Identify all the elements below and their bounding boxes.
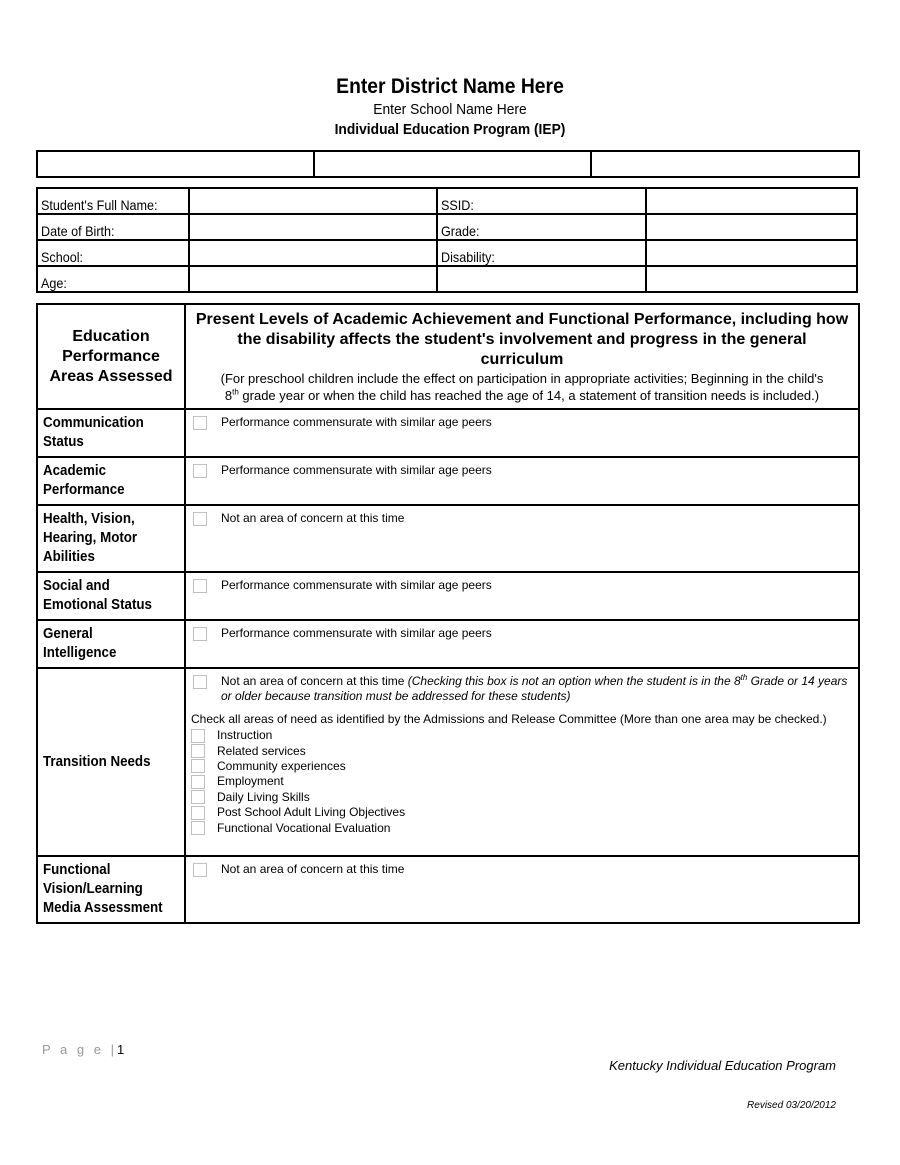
checkbox[interactable] (191, 759, 205, 773)
age-label: Age: (37, 266, 189, 292)
option-label: Not an area of concern at this time (221, 862, 405, 876)
area-social-emotional-status: Social and Emotional Status (37, 572, 185, 620)
checkbox[interactable] (193, 675, 207, 689)
area-communication-status: Communication Status (37, 409, 185, 457)
dob-label: Date of Birth: (37, 214, 189, 240)
communication-status-cell (185, 409, 859, 457)
general-intelligence-cell (185, 620, 859, 668)
checkbox[interactable] (193, 416, 207, 430)
academic-performance-cell (185, 457, 859, 505)
checkbox[interactable] (193, 579, 207, 593)
page-number: P a g e |1 (42, 1042, 125, 1057)
option-label: Performance commensurate with similar age peers (221, 463, 492, 477)
health-vision-cell (185, 505, 859, 572)
disability-field[interactable] (646, 240, 857, 266)
blank-field-3[interactable] (591, 151, 859, 177)
checkbox[interactable] (191, 744, 205, 758)
present-levels-note: (For preschool children include the effect on participation in appropriate activities; Beginning in the child's 8th grade year or when the child has reached the age of 14, a statement of transition needs is included.) (220, 371, 824, 403)
full-name-field[interactable] (189, 188, 437, 214)
area-functional-vision: Functional Vision/Learning Media Assessment (37, 856, 185, 923)
present-levels-header (185, 304, 859, 409)
empty-field-cell[interactable] (646, 266, 857, 292)
footer-program-title: Kentucky Individual Education Program (609, 1058, 836, 1073)
ssid-label: SSID: (437, 188, 646, 214)
blank-header-table (36, 150, 860, 178)
student-info-table (36, 187, 858, 293)
checkbox[interactable] (191, 790, 205, 804)
blank-field-1[interactable] (37, 151, 314, 177)
area-health-vision-hearing-motor: Health, Vision, Hearing, Motor Abilities (37, 505, 185, 572)
checkbox[interactable] (193, 627, 207, 641)
transition-needs-cell (185, 668, 859, 856)
transition-item-label: Functional Vocational Evaluation (217, 820, 391, 835)
school-label: School: (37, 240, 189, 266)
dob-field[interactable] (189, 214, 437, 240)
transition-item-label: Employment (217, 774, 284, 789)
functional-vision-cell (185, 856, 859, 923)
area-transition-needs: Transition Needs (37, 668, 185, 856)
checkbox[interactable] (191, 821, 205, 835)
option-label: Performance commensurate with similar age peers (221, 626, 492, 640)
transition-item-label: Daily Living Skills (217, 789, 310, 804)
checkbox[interactable] (191, 775, 205, 789)
checkbox[interactable] (193, 512, 207, 526)
transition-instruction: Check all areas of need as identified by the Admissions and Release Committee (More than one area may be checked.) (191, 712, 827, 726)
transition-item-label: Related services (217, 743, 306, 758)
transition-item-label: Post School Adult Living Objectives (217, 805, 406, 820)
full-name-label: Student's Full Name: (37, 188, 189, 214)
option-label: Performance commensurate with similar age peers (221, 578, 492, 592)
program-title: Individual Education Program (IEP) (334, 121, 566, 138)
grade-label: Grade: (437, 214, 646, 240)
school-field[interactable] (189, 240, 437, 266)
plaafp-table (36, 303, 860, 924)
transition-item-label: Community experiences (217, 758, 346, 773)
district-name: Enter District Name Here (336, 75, 564, 98)
checkbox[interactable] (193, 464, 207, 478)
area-academic-performance: Academic Performance (37, 457, 185, 505)
option-label: Performance commensurate with similar age peers (221, 415, 492, 429)
age-field[interactable] (189, 266, 437, 292)
present-levels-title: Present Levels of Academic Achievement and Functional Performance, including how the disability affects the student's involvement and progress in the general curriculum (195, 311, 849, 368)
checkbox[interactable] (191, 806, 205, 820)
checkbox[interactable] (191, 729, 205, 743)
area-general-intelligence: General Intelligence (37, 620, 185, 668)
checkbox[interactable] (193, 863, 207, 877)
grade-field[interactable] (646, 214, 857, 240)
school-name: Enter School Name Here (373, 101, 527, 118)
option-label: Not an area of concern at this time (221, 511, 405, 525)
ssid-field[interactable] (646, 188, 857, 214)
disability-label: Disability: (437, 240, 646, 266)
transition-not-concern-option: Not an area of concern at this time (Checking this box is not an option when the student is in the 8th Grade or 14 years or older because transition must be addressed for these students) (221, 673, 848, 703)
revision-date: Revised 03/20/2012 (747, 1100, 836, 1111)
blank-field-2[interactable] (314, 151, 591, 177)
empty-label-cell (437, 266, 646, 292)
document-header (0, 74, 900, 140)
transition-item-label: Instruction (217, 728, 273, 743)
social-emotional-cell (185, 572, 859, 620)
areas-assessed-header: Education Performance Areas Assessed (37, 304, 185, 409)
